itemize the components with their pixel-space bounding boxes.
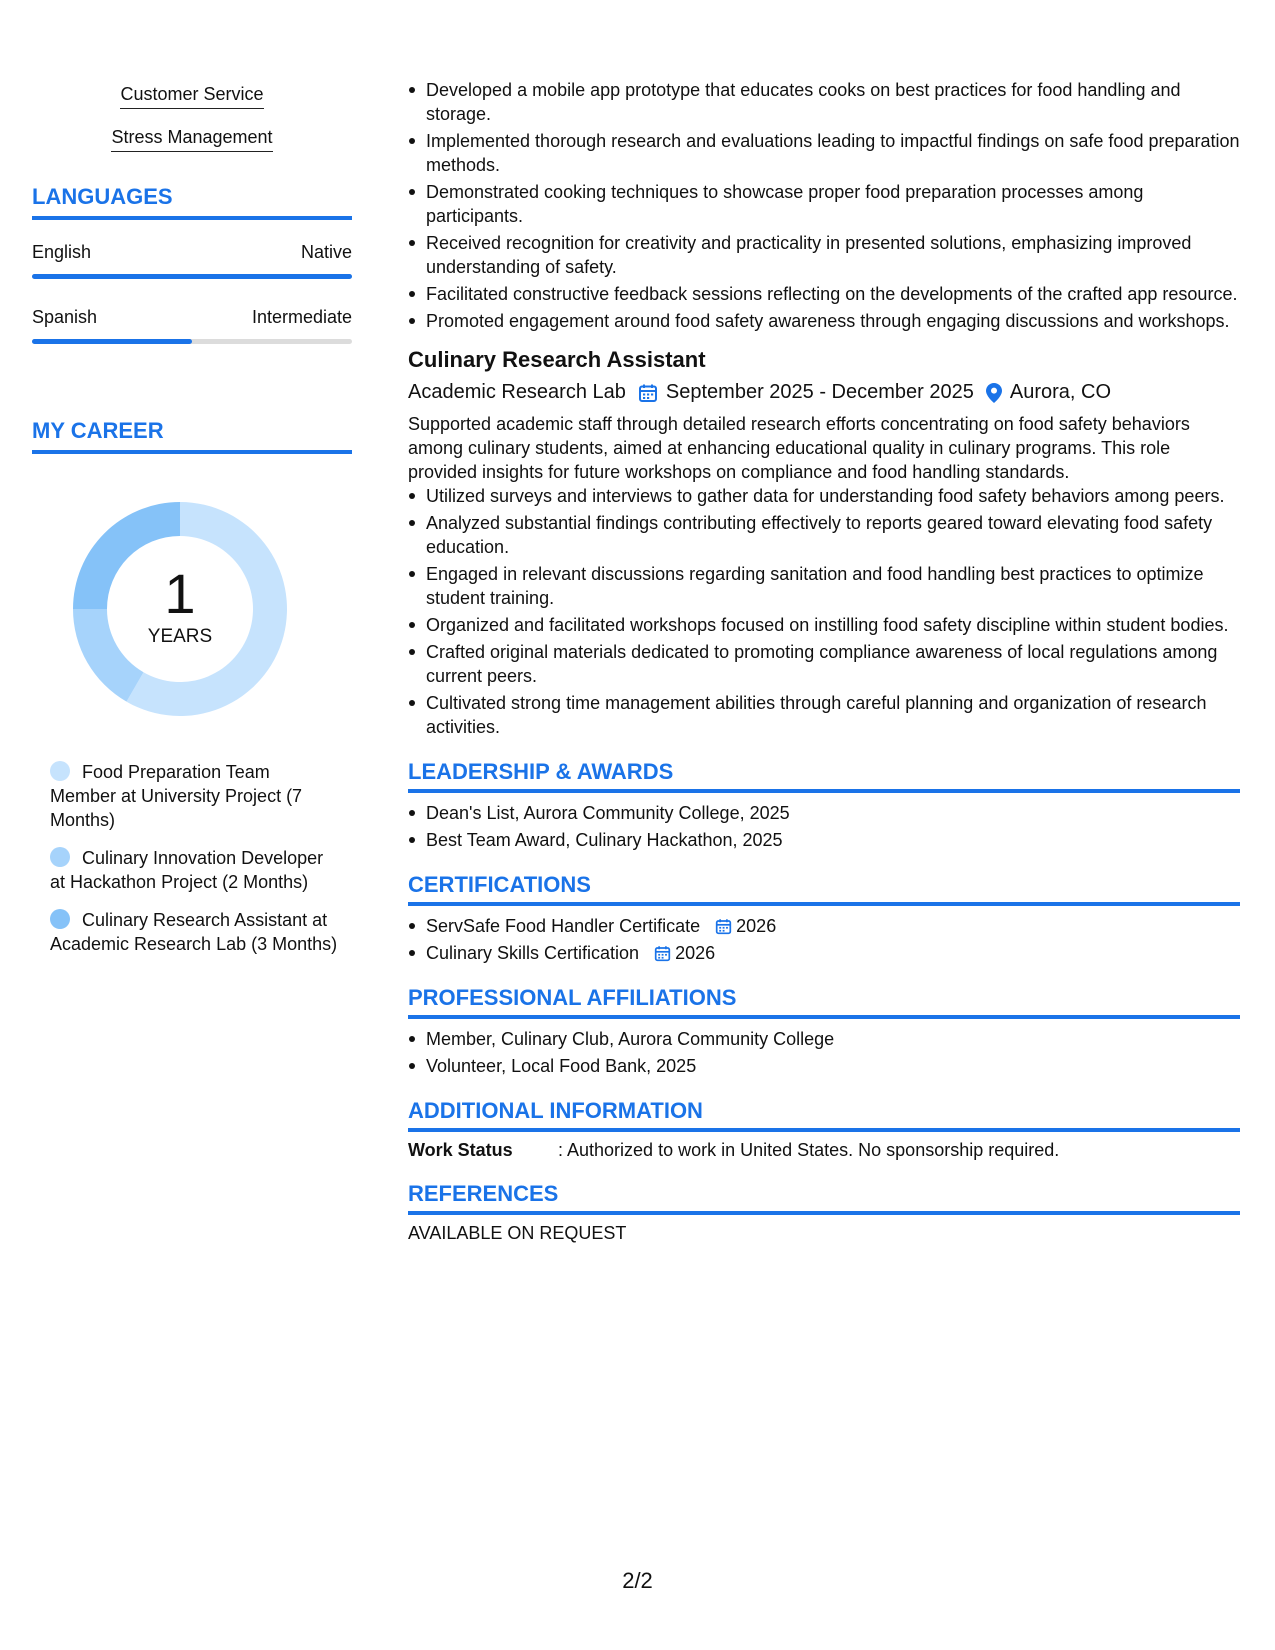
list-item: Implemented thorough research and evaluations leading to impactful findings on safe food preparation methods. bbox=[408, 129, 1240, 177]
list-item: Best Team Award, Culinary Hackathon, 2025 bbox=[408, 828, 1240, 852]
list-item: Dean's List, Aurora Community College, 2025 bbox=[408, 801, 1240, 825]
work-status-label: Work Status bbox=[408, 1140, 513, 1160]
work-status-value: : Authorized to work in United States. No sponsorship required. bbox=[558, 1140, 1060, 1160]
page-indicator: 2/2 bbox=[622, 1568, 653, 1593]
references-heading: REFERENCES bbox=[408, 1181, 1240, 1215]
affiliations-heading: PROFESSIONAL AFFILIATIONS bbox=[408, 985, 1240, 1019]
job-company: Academic Research Lab bbox=[408, 381, 626, 403]
additional-info-heading: ADDITIONAL INFORMATION bbox=[408, 1098, 1240, 1132]
calendar-icon bbox=[654, 945, 671, 962]
job-bullets bbox=[408, 484, 1240, 739]
right-column bbox=[408, 78, 1240, 1244]
career-total-number: 1 bbox=[164, 562, 196, 625]
list-item: Demonstrated cooking techniques to showcase proper food preparation processes among participants. bbox=[408, 180, 1240, 228]
affiliations-list bbox=[408, 1027, 1240, 1078]
list-item bbox=[408, 941, 1240, 965]
career-heading: MY CAREER bbox=[32, 418, 352, 454]
language-proficiency-bar bbox=[32, 274, 352, 279]
list-item: Cultivated strong time management abilities through careful planning and organization of research activities. bbox=[408, 691, 1240, 739]
left-column bbox=[32, 84, 352, 970]
work-status-row bbox=[408, 1140, 1240, 1161]
language-item bbox=[32, 307, 352, 344]
language-name: English bbox=[32, 242, 92, 262]
career-donut-chart bbox=[65, 494, 295, 724]
language-proficiency-fill bbox=[32, 274, 352, 279]
cert-year: 2026 bbox=[675, 943, 716, 963]
list-item: Organized and facilitated workshops focused on instilling food safety discipline within student bodies. bbox=[408, 613, 1240, 637]
list-item: Promoted engagement around food safety awareness through engaging discussions and workshops. bbox=[408, 309, 1240, 333]
job-title: Culinary Research Assistant bbox=[408, 347, 706, 372]
legend-dot bbox=[50, 847, 70, 867]
job-dates: September 2025 - December 2025 bbox=[665, 381, 974, 403]
legend-dot bbox=[50, 909, 70, 929]
legend-item: Culinary Research Assistant at Academic Research Lab (3 Months) bbox=[50, 910, 338, 954]
job-location: Aurora, CO bbox=[1009, 381, 1112, 403]
career-total-unit: YEARS bbox=[147, 626, 213, 647]
language-item bbox=[32, 242, 352, 279]
calendar-icon bbox=[715, 918, 732, 935]
awards-heading: LEADERSHIP & AWARDS bbox=[408, 759, 1240, 793]
list-item bbox=[408, 914, 1240, 938]
certifications-heading: CERTIFICATIONS bbox=[408, 872, 1240, 906]
legend-item: Culinary Innovation Developer at Hackathon Project (2 Months) bbox=[50, 848, 324, 892]
cert-name: Culinary Skills Certification bbox=[426, 943, 640, 963]
languages-heading: LANGUAGES bbox=[32, 184, 352, 220]
legend-dot bbox=[50, 761, 70, 781]
calendar-icon bbox=[638, 383, 658, 403]
skill-item: Stress Management bbox=[32, 127, 352, 152]
list-item: Received recognition for creativity and practicality in presented solutions, emphasizing improved understanding of safety. bbox=[408, 231, 1240, 279]
references-text: AVAILABLE ON REQUEST bbox=[408, 1223, 627, 1243]
job-description: Supported academic staff through detailed research efforts concentrating on food safety behaviors among culinary students, aimed at enhancing educational quality in culinary programs. This role provided insights for future workshops on compliance and food handling standards. bbox=[408, 414, 1190, 482]
job-meta bbox=[408, 381, 1240, 404]
language-proficiency-bar bbox=[32, 339, 352, 344]
list-item: Crafted original materials dedicated to promoting compliance awareness of local regulations among current peers. bbox=[408, 640, 1240, 688]
language-name: Spanish bbox=[32, 307, 98, 327]
list-item: Volunteer, Local Food Bank, 2025 bbox=[408, 1054, 1240, 1078]
skill-item: Customer Service bbox=[32, 84, 352, 109]
list-item: Developed a mobile app prototype that educates cooks on best practices for food handling and storage. bbox=[408, 78, 1240, 126]
cert-name: ServSafe Food Handler Certificate bbox=[426, 916, 701, 936]
language-level: Native bbox=[300, 242, 352, 262]
list-item: Engaged in relevant discussions regarding sanitation and food handling best practices to optimize student training. bbox=[408, 562, 1240, 610]
legend-item: Food Preparation Team Member at University Project (7 Months) bbox=[50, 762, 303, 830]
list-item: Analyzed substantial findings contributing effectively to reports geared toward elevating food safety education. bbox=[408, 511, 1240, 559]
list-item: Facilitated constructive feedback sessions reflecting on the developments of the crafted app resource. bbox=[408, 282, 1240, 306]
career-legend bbox=[50, 760, 340, 956]
awards-list bbox=[408, 801, 1240, 852]
language-proficiency-fill bbox=[32, 339, 192, 344]
location-pin-icon bbox=[986, 383, 1002, 403]
list-item: Utilized surveys and interviews to gather data for understanding food safety behaviors among peers. bbox=[408, 484, 1240, 508]
language-level: Intermediate bbox=[251, 307, 352, 327]
list-item: Member, Culinary Club, Aurora Community College bbox=[408, 1027, 1240, 1051]
certifications-list bbox=[408, 914, 1240, 965]
cert-year: 2026 bbox=[736, 916, 777, 936]
previous-job-bullets bbox=[408, 78, 1240, 333]
